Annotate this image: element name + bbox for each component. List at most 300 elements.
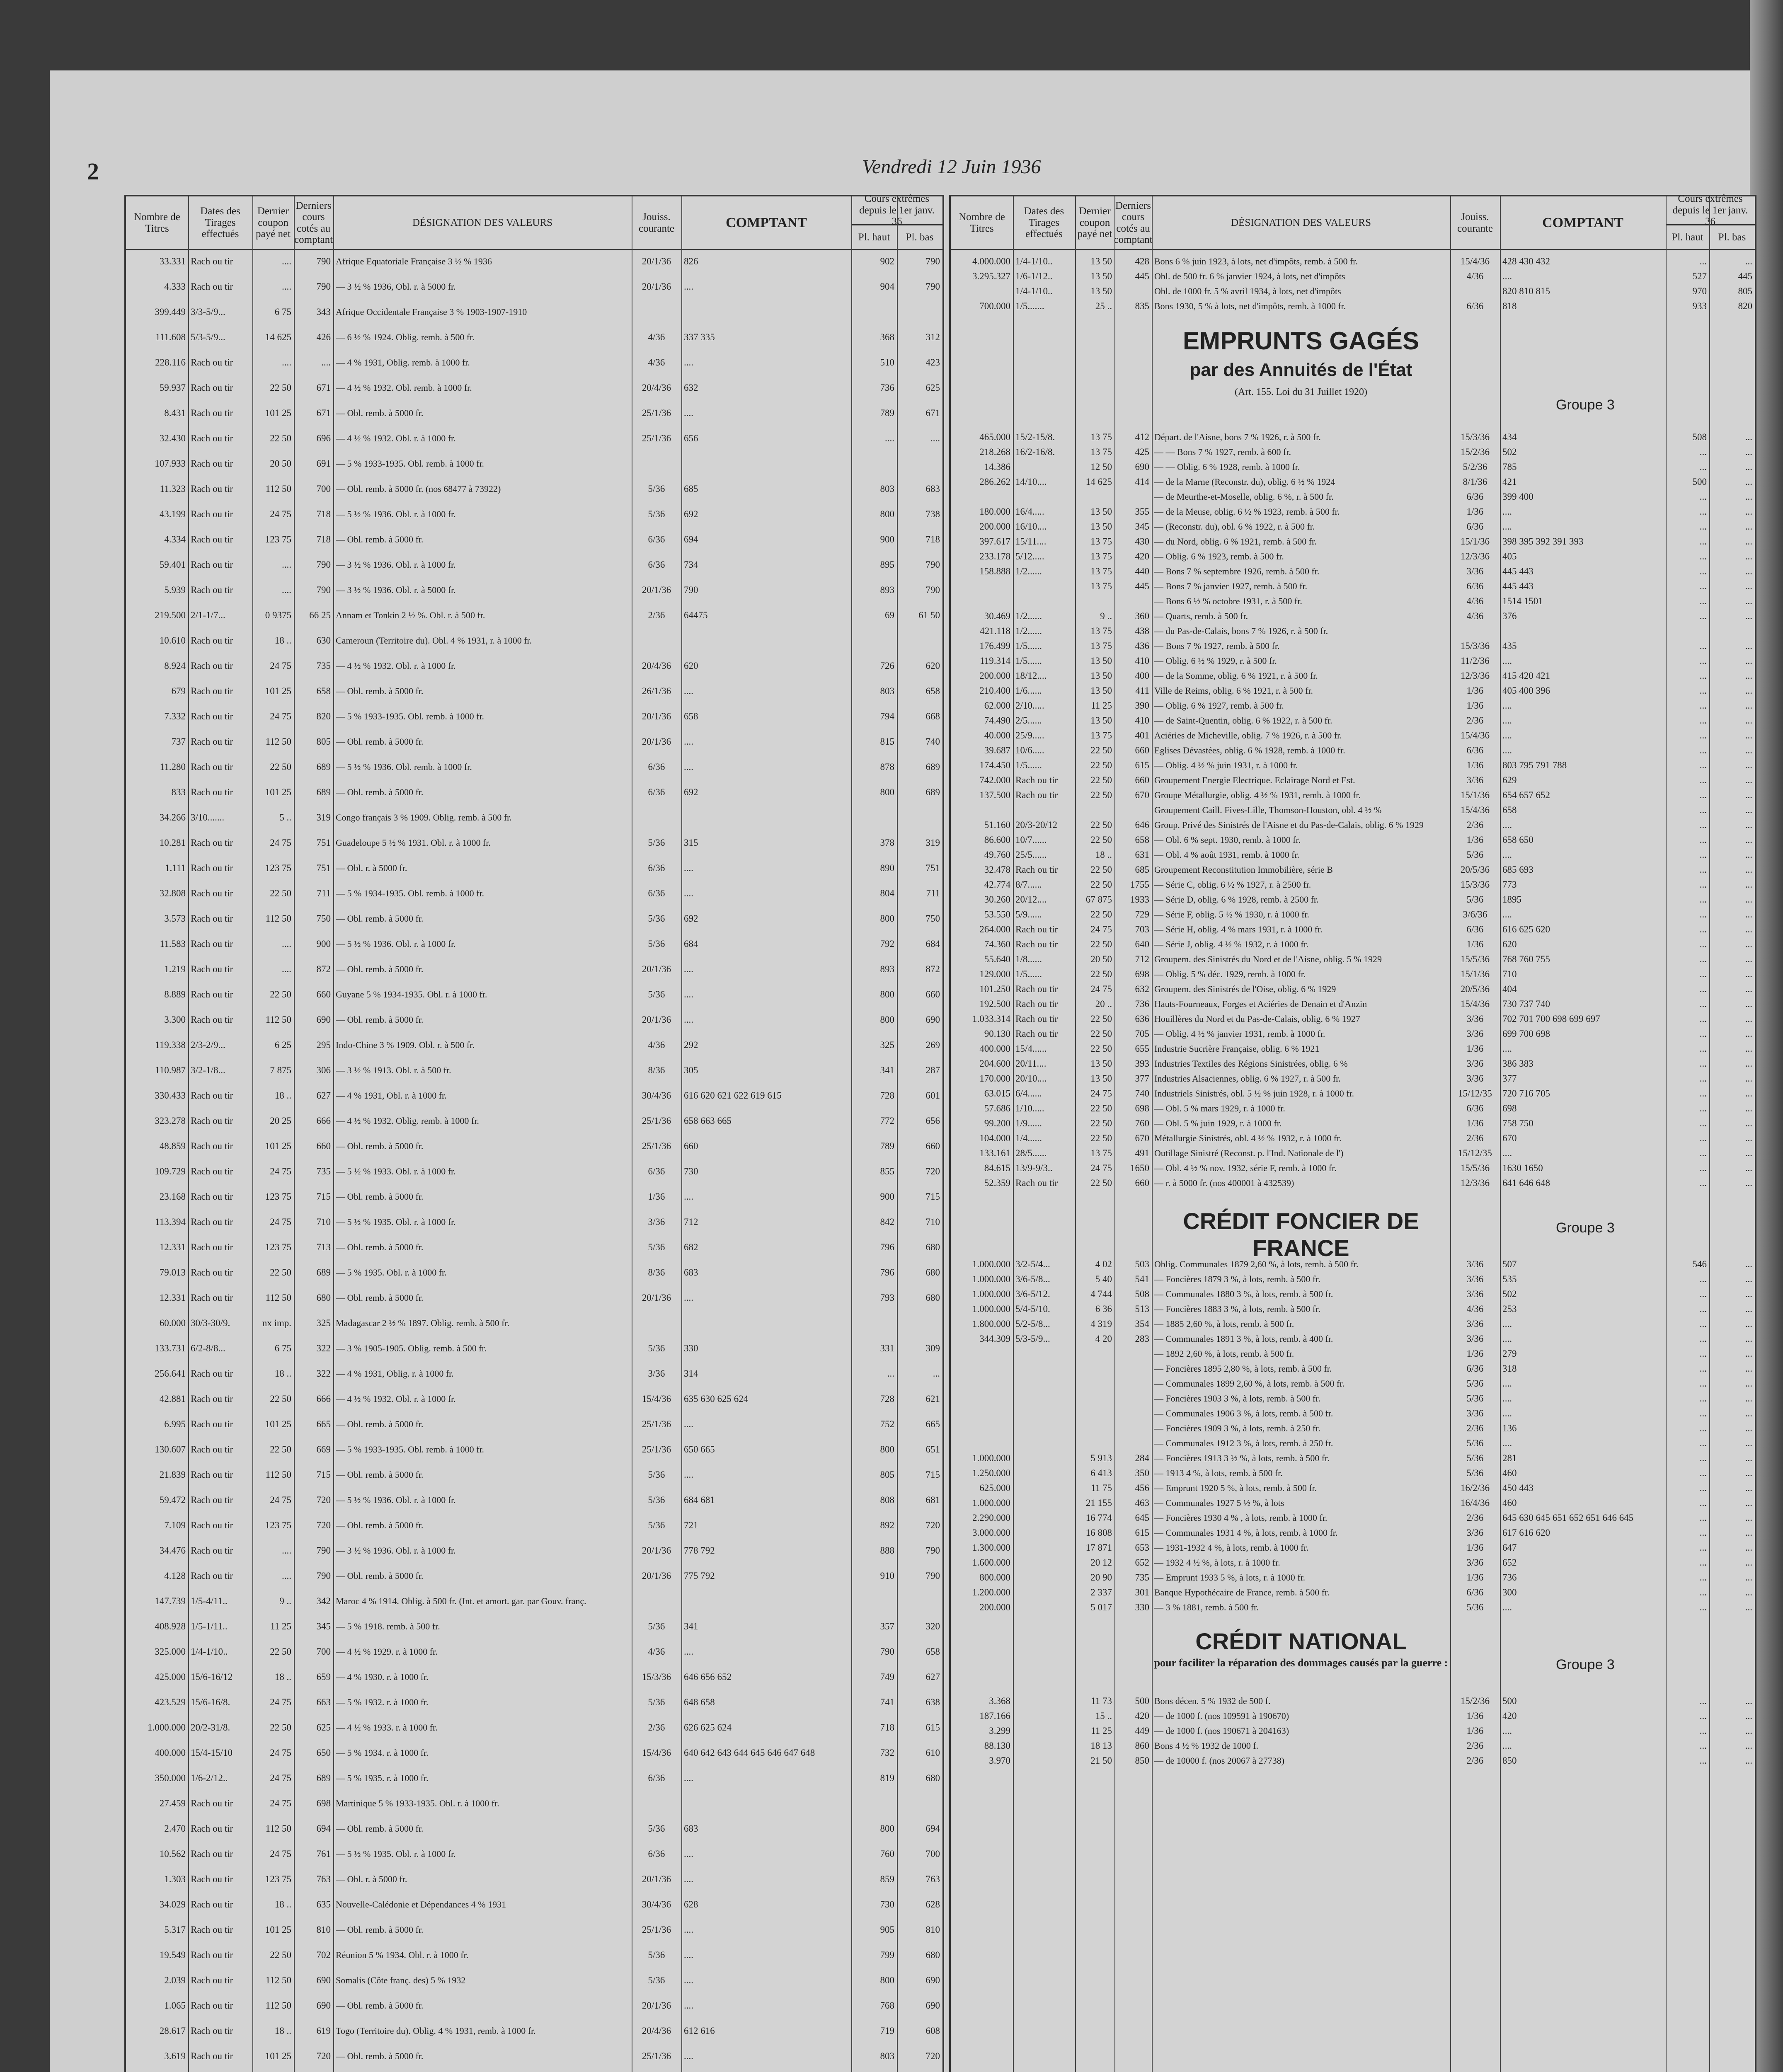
- left-coupon: 18 ..: [274, 1899, 291, 1910]
- left-comptant: ....: [684, 1975, 693, 1985]
- left-pl-haut: 69: [885, 610, 894, 620]
- left-coupon: 101 25: [265, 1419, 291, 1429]
- bons-dernier-cours: 445: [1135, 271, 1149, 281]
- foncier-nombre: 1.000.000: [972, 1274, 1010, 1284]
- foncier-nombre: 1.250.000: [972, 1468, 1010, 1478]
- groupement-pl-bas: ...: [1745, 820, 1752, 830]
- emprunts-designation: Eglises Dévastées, oblig. 6 % 1928, remb. à 1000 fr.: [1154, 745, 1345, 755]
- emprunts-pl-bas: ...: [1745, 790, 1752, 800]
- col-header-cours-extremes: Cours extrêmes depuis le 1er janv. 36: [851, 196, 942, 225]
- emprunts-pl-haut: ...: [1699, 521, 1707, 532]
- foncier-pl-bas: ...: [1745, 1498, 1752, 1508]
- left-dernier-cours: 718: [316, 534, 331, 545]
- emprunts-pl-bas: ...: [1745, 521, 1752, 532]
- left-comptant: 658: [684, 711, 698, 721]
- left-pl-haut: 794: [880, 711, 894, 721]
- col-header-coupon: Dernier coupon payé net: [252, 196, 294, 250]
- emprunts-designation: — de Saint-Quentin, oblig. 6 % 1922, r. à 500 fr.: [1154, 715, 1332, 726]
- foncier-pl-bas: ...: [1745, 1483, 1752, 1493]
- left-pl-bas: ....: [930, 433, 940, 443]
- left-designation: — 5 % 1935. r. à 1000 fr.: [336, 1773, 429, 1783]
- foncier-pl-bas: ...: [1745, 1378, 1752, 1389]
- groupement-pl-haut: ...: [1699, 864, 1707, 875]
- left-pl-haut: 790: [880, 1646, 894, 1657]
- left-dates: Rach ou tir: [191, 1419, 233, 1429]
- emprunts-comptant: 399 400: [1502, 491, 1533, 502]
- left-dernier-cours: 660: [316, 989, 331, 1000]
- left-pl-haut: 800: [880, 509, 894, 519]
- left-pl-haut: 800: [880, 787, 894, 797]
- groupement-pl-bas: ...: [1745, 909, 1752, 920]
- left-pl-bas: 681: [925, 1495, 940, 1505]
- groupement-jouissance: 20/5/36: [1460, 864, 1490, 875]
- emprunts-designation: — de la Marne (Reconstr. du), oblig. 6 ½ % 1924: [1154, 477, 1335, 487]
- groupement-designation: — Série H, oblig. 4 % mars 1931, r. à 1000 fr.: [1154, 924, 1323, 934]
- left-jouissance: 3/36: [648, 1368, 665, 1379]
- groupement-designation: Industries Textiles des Régions Sinistrées, oblig. 6 %: [1154, 1058, 1348, 1069]
- left-designation: — 5 % 1933-1935. Obl. remb. à 1000 fr.: [336, 458, 485, 469]
- groupement-comptant: 702 701 700 698 699 697: [1502, 1014, 1600, 1024]
- foncier-jouissance: 1/36: [1466, 1572, 1484, 1583]
- emprunts-designation: — Oblig. 6 % 1927, remb. à 500 fr.: [1154, 700, 1284, 711]
- left-designation: Guadeloupe 5 ½ % 1931. Obl. r. à 1000 fr.: [336, 838, 491, 848]
- emprunts-comptant: 1514 1501: [1502, 596, 1543, 606]
- left-pl-bas: 671: [925, 408, 940, 418]
- groupement-dates: 10/7......: [1015, 835, 1047, 845]
- foncier-dates: 3/2-5/4...: [1015, 1259, 1050, 1269]
- left-pl-haut: 793: [880, 1293, 894, 1303]
- foncier-designation: — Emprunt 1920 5 %, à lots, remb. à 500 fr.: [1154, 1483, 1317, 1493]
- national-pl-bas: ...: [1745, 1755, 1752, 1766]
- left-comptant: ....: [684, 1469, 693, 1480]
- groupement-jouissance: 3/6/36: [1463, 909, 1487, 920]
- emprunts-dates: 1/5......: [1015, 656, 1042, 666]
- left-dates: 1/5-1/11..: [191, 1621, 228, 1631]
- emprunts-pl-bas: ...: [1745, 536, 1752, 547]
- left-dates: Rach ou tir: [191, 1166, 233, 1176]
- groupement-pl-bas: ...: [1745, 1163, 1752, 1173]
- national-designation: — de 1000 f. (nos 109591 à 190670): [1154, 1711, 1289, 1721]
- left-pl-haut: 799: [880, 1950, 894, 1960]
- left-coupon: 20 25: [270, 1116, 291, 1126]
- national-row: [951, 1724, 1755, 1739]
- national-jouissance: 15/2/36: [1460, 1696, 1490, 1706]
- left-pl-haut: 842: [880, 1217, 894, 1227]
- left-pl-bas: 680: [925, 1773, 940, 1783]
- left-row: [126, 1164, 942, 1190]
- foncier-dernier-cours: 653: [1135, 1542, 1149, 1553]
- emprunts-comptant: 435: [1502, 641, 1517, 651]
- foncier-dernier-cours: 503: [1135, 1259, 1149, 1269]
- left-comptant: 826: [684, 256, 698, 266]
- left-nombre: 1.111: [165, 863, 186, 873]
- left-comptant: 694: [684, 534, 698, 545]
- left-dernier-cours: 659: [316, 1672, 331, 1682]
- foncier-coupon: 4 744: [1090, 1289, 1112, 1299]
- foncier-jouissance: 3/36: [1466, 1289, 1484, 1299]
- left-dates: 6/2-8/8...: [191, 1343, 225, 1353]
- groupement-pl-bas: ...: [1745, 1073, 1752, 1084]
- left-dernier-cours: 625: [316, 1722, 331, 1733]
- left-dernier-cours: 627: [316, 1090, 331, 1101]
- groupement-row: [951, 937, 1755, 952]
- left-designation: — 5 ½ % 1933. Obl. r. à 1000 fr.: [336, 1166, 456, 1176]
- left-pl-haut: 902: [880, 256, 894, 266]
- bons-dates: 1/4-1/10..: [1015, 286, 1053, 296]
- bons-designation: Bons 1930, 5 % à lots, net d'impôts, remb. à 1000 fr.: [1154, 301, 1346, 311]
- groupement-coupon: 22 50: [1090, 1043, 1112, 1054]
- groupement-coupon: 67 875: [1085, 894, 1112, 905]
- credit-foncier-group: Groupe 3: [1556, 1220, 1615, 1236]
- emprunts-nombre: 286.262: [979, 477, 1010, 487]
- groupement-pl-haut: ...: [1699, 924, 1707, 934]
- emprunts-designation: — Quarts, remb. à 500 fr.: [1154, 611, 1248, 621]
- foncier-jouissance: 3/36: [1466, 1557, 1484, 1568]
- left-comptant: 660: [684, 1141, 698, 1151]
- left-dernier-cours: 658: [316, 686, 331, 696]
- foncier-pl-haut: ...: [1699, 1304, 1707, 1314]
- bons-dernier-cours: 835: [1135, 301, 1149, 311]
- left-row: [126, 280, 942, 305]
- groupement-pl-haut: ...: [1699, 1088, 1707, 1099]
- groupement-row: [951, 982, 1755, 997]
- left-pl-bas: 790: [925, 585, 940, 595]
- left-row: [126, 1341, 942, 1367]
- groupement-jouissance: 15/3/36: [1460, 879, 1490, 890]
- left-pl-haut: 789: [880, 1141, 894, 1151]
- left-nombre: 48.859: [159, 1141, 186, 1151]
- national-designation: — de 10000 f. (nos 20067 à 27738): [1154, 1755, 1285, 1766]
- left-pl-haut: 815: [880, 736, 894, 747]
- left-nombre: 399.449: [155, 307, 186, 317]
- emprunts-designation: — Bons 7 % 1927, remb. à 500 fr.: [1154, 641, 1280, 651]
- left-dates: 1/5-4/11..: [191, 1596, 228, 1606]
- left-coupon: 24 75: [270, 1495, 291, 1505]
- groupement-dernier-cours: 670: [1135, 1133, 1149, 1143]
- foncier-coupon: 4 20: [1095, 1334, 1112, 1344]
- left-pl-haut: 749: [880, 1672, 894, 1682]
- bons-jouissance: 4/36: [1466, 271, 1484, 281]
- col-header-nombre: Nombre de Titres: [126, 196, 188, 250]
- left-coupon: 123 75: [265, 1874, 291, 1884]
- left-designation: — 4 ½ % 1933. r. à 1000 fr.: [336, 1722, 438, 1733]
- foncier-comptant: 136: [1502, 1423, 1517, 1433]
- foncier-row: [951, 1600, 1755, 1615]
- left-comptant: 314: [684, 1368, 698, 1379]
- left-nombre: 3.573: [164, 913, 186, 924]
- left-pl-bas: ...: [933, 1368, 940, 1379]
- groupement-coupon: 22 50: [1090, 909, 1112, 920]
- left-comptant: ....: [684, 1849, 693, 1859]
- emprunts-coupon: 13 75: [1090, 730, 1112, 741]
- foncier-comptant: 502: [1502, 1289, 1517, 1299]
- left-dernier-cours: 820: [316, 711, 331, 721]
- national-nombre: 3.368: [989, 1696, 1010, 1706]
- left-designation: — Obl. remb. à 5000 fr.: [336, 2000, 424, 2011]
- groupement-jouissance: 15/1/36: [1460, 969, 1490, 979]
- foncier-jouissance: 1/36: [1466, 1348, 1484, 1359]
- left-dates: Rach ou tir: [191, 1116, 233, 1126]
- left-dernier-cours: 790: [316, 1545, 331, 1556]
- left-coupon: 22 50: [270, 762, 291, 772]
- bons-pl-haut: ...: [1699, 256, 1707, 266]
- left-dernier-cours: ....: [321, 357, 331, 368]
- emprunts-jouissance: 15/1/36: [1460, 536, 1490, 547]
- groupement-coupon: 24 75: [1090, 924, 1112, 934]
- left-coupon: 112 50: [265, 1014, 291, 1025]
- groupement-designation: Hauts-Fourneaux, Forges et Aciéries de Denain et d'Anzin: [1154, 999, 1367, 1009]
- emprunts-dernier-cours: 615: [1135, 760, 1149, 770]
- left-pl-haut: 768: [880, 2000, 894, 2011]
- groupement-row: [951, 878, 1755, 893]
- groupement-pl-bas: ...: [1745, 999, 1752, 1009]
- emprunts-pl-haut: ...: [1699, 775, 1707, 785]
- left-dernier-cours: 660: [316, 1141, 331, 1151]
- groupement-nombre: 84.615: [984, 1163, 1010, 1173]
- left-nombre: 60.000: [159, 1318, 186, 1328]
- foncier-comptant: 450 443: [1502, 1483, 1533, 1493]
- left-comptant: ....: [684, 1874, 693, 1884]
- groupement-nombre: 1.033.314: [972, 1014, 1010, 1024]
- groupement-dernier-cours: 698: [1135, 969, 1149, 979]
- groupement-row: [951, 1057, 1755, 1072]
- groupement-dernier-cours: 729: [1135, 909, 1149, 920]
- foncier-pl-haut: ...: [1699, 1527, 1707, 1538]
- left-dernier-cours: 810: [316, 1924, 331, 1935]
- emprunts-pl-haut: ...: [1699, 611, 1707, 621]
- foncier-jouissance: 3/36: [1466, 1334, 1484, 1344]
- emprunts-pl-bas: ...: [1745, 730, 1752, 741]
- emprunts-row: [951, 669, 1755, 684]
- left-nombre: 5.317: [164, 1924, 186, 1935]
- left-coupon: 101 25: [265, 1924, 291, 1935]
- left-designation: — 5 ½ % 1936. Obl. remb. à 1000 fr.: [336, 762, 472, 772]
- emprunts-dernier-cours: 690: [1135, 462, 1149, 472]
- national-pl-bas: ...: [1745, 1726, 1752, 1736]
- groupement-pl-haut: ...: [1699, 1014, 1707, 1024]
- groupement-designation: — Série F, oblig. 5 ½ % 1930, r. à 1000 fr.: [1154, 909, 1310, 920]
- groupement-designation: — Série C, oblig. 6 ½ % 1927, r. à 2500 fr.: [1154, 879, 1311, 890]
- left-pl-bas: 720: [925, 2051, 940, 2061]
- left-coupon: 112 50: [265, 736, 291, 747]
- left-coupon: ....: [282, 1571, 291, 1581]
- left-jouissance: 20/1/36: [642, 1571, 671, 1581]
- groupement-designation: Groupem. des Sinistrés de l'Oise, oblig. 6 % 1929: [1154, 984, 1336, 994]
- left-jouissance: 5/36: [648, 1242, 665, 1252]
- left-row: [126, 1721, 942, 1746]
- foncier-coupon: 11 75: [1091, 1483, 1112, 1493]
- emprunts-coupon: 22 50: [1090, 745, 1112, 755]
- left-jouissance: 20/1/36: [642, 1874, 671, 1884]
- groupement-pl-haut: ...: [1699, 879, 1707, 890]
- left-pl-haut: 760: [880, 1849, 894, 1859]
- emprunts-nombre: 218.268: [979, 447, 1010, 457]
- foncier-comptant: 736: [1502, 1572, 1517, 1583]
- left-dernier-cours: 710: [316, 1217, 331, 1227]
- emprunts-coupon: 13 75: [1090, 641, 1112, 651]
- groupement-jouissance: 1/36: [1466, 1118, 1484, 1128]
- groupement-pl-haut: ...: [1699, 850, 1707, 860]
- emprunts-nombre: 14.386: [984, 462, 1010, 472]
- foncier-pl-haut: ...: [1699, 1334, 1707, 1344]
- left-comptant: 658 663 665: [684, 1116, 732, 1126]
- left-coupon: 0 9375: [265, 610, 291, 620]
- left-coupon: ....: [282, 1545, 291, 1556]
- left-dernier-cours: 635: [316, 1899, 331, 1910]
- groupement-nombre: 264.000: [979, 924, 1010, 934]
- left-dernier-cours: 669: [316, 1444, 331, 1455]
- foncier-row: [951, 1421, 1755, 1436]
- left-dates: Rach ou tir: [191, 1444, 233, 1455]
- left-coupon: 101 25: [265, 787, 291, 797]
- emprunts-dates: 1/2......: [1015, 611, 1042, 621]
- emprunts-pl-haut: ...: [1699, 685, 1707, 696]
- left-jouissance: 20/1/36: [642, 281, 671, 292]
- foncier-designation: — Communales 1931 4 %, à lots, remb. à 1000 fr.: [1154, 1527, 1338, 1538]
- foncier-designation: — Communales 1927 5 ½ %, à lots: [1154, 1498, 1284, 1508]
- left-row: [126, 1872, 942, 1898]
- emprunts-dernier-cours: 390: [1135, 700, 1149, 711]
- left-pl-haut: 800: [880, 1823, 894, 1834]
- groupement-designation: Outillage Sinistré (Reconst. p. l'Ind. Nationale de l'): [1154, 1148, 1344, 1158]
- left-nombre: 400.000: [155, 1748, 186, 1758]
- left-comptant: ....: [684, 1646, 693, 1657]
- left-designation: Somalis (Côte franç. des) 5 % 1932: [336, 1975, 466, 1985]
- bons-coupon: 13 50: [1090, 286, 1112, 296]
- left-dernier-cours: 345: [316, 1621, 331, 1631]
- right-quotation-table: [949, 195, 1756, 2072]
- left-row: [126, 1038, 942, 1063]
- foncier-dernier-cours: 652: [1135, 1557, 1149, 1568]
- left-row: [126, 634, 942, 659]
- left-pl-haut: 752: [880, 1419, 894, 1429]
- bons-pl-haut: 970: [1692, 286, 1707, 296]
- left-jouissance: 25/1/36: [642, 2051, 671, 2061]
- left-dates: Rach ou tir: [191, 863, 233, 873]
- left-designation: Maroc 4 % 1914. Oblig. à 500 fr. (Int. et amort. gar. par Gouv. franç.: [336, 1596, 586, 1606]
- groupement-nombre: 30.260: [984, 894, 1010, 905]
- left-pl-haut: 718: [880, 1722, 894, 1733]
- left-jouissance: 20/1/36: [642, 2000, 671, 2011]
- left-comptant: 650 665: [684, 1444, 715, 1455]
- foncier-nombre: 1.000.000: [972, 1453, 1010, 1463]
- groupement-row: [951, 863, 1755, 878]
- left-coupon: 101 25: [265, 1141, 291, 1151]
- left-comptant: 635 630 625 624: [684, 1394, 749, 1404]
- groupement-pl-haut: ...: [1699, 1058, 1707, 1069]
- foncier-designation: — 1932 4 ½ %, à lots, r. à 1000 fr.: [1154, 1557, 1280, 1568]
- groupement-dates: 13/9-9/3..: [1015, 1163, 1053, 1173]
- left-coupon: 24 75: [270, 1849, 291, 1859]
- left-dates: Rach ou tir: [191, 635, 233, 646]
- emprunts-jouissance: 15/2/36: [1460, 447, 1490, 457]
- groupement-pl-haut: ...: [1699, 1103, 1707, 1113]
- left-row: [126, 1948, 942, 1973]
- groupement-coupon: 22 50: [1090, 879, 1112, 890]
- bons-dernier-cours: 428: [1135, 256, 1149, 266]
- left-designation: — 3 ½ % 1913. Obl. r. à 500 fr.: [336, 1065, 451, 1075]
- left-nombre: 4.334: [164, 534, 186, 545]
- emprunts-comptant: 658: [1502, 805, 1517, 815]
- emprunts-pl-bas: ...: [1745, 611, 1752, 621]
- emprunts-jouissance: 6/36: [1466, 491, 1484, 502]
- left-dernier-cours: 689: [316, 1267, 331, 1278]
- left-pl-haut: 728: [880, 1090, 894, 1101]
- national-row: [951, 1694, 1755, 1709]
- left-coupon: ....: [282, 559, 291, 570]
- left-row: [126, 381, 942, 406]
- left-comptant: 626 625 624: [684, 1722, 732, 1733]
- foncier-row: [951, 1302, 1755, 1317]
- left-comptant: ....: [684, 408, 693, 418]
- groupement-designation: — Obl. 5 % juin 1929, r. à 1000 fr.: [1154, 1118, 1282, 1128]
- left-pl-bas: 625: [925, 382, 940, 393]
- groupement-pl-bas: ...: [1745, 969, 1752, 979]
- groupement-pl-bas: ...: [1745, 939, 1752, 949]
- emprunts-dernier-cours: 410: [1135, 656, 1149, 666]
- foncier-pl-haut: ...: [1699, 1468, 1707, 1478]
- groupement-comptant: 386 383: [1502, 1058, 1533, 1069]
- left-comptant: ....: [684, 1773, 693, 1783]
- groupement-dates: 1/10.....: [1015, 1103, 1044, 1113]
- left-dates: Rach ou tir: [191, 433, 233, 443]
- emprunts-dernier-cours: 400: [1135, 670, 1149, 681]
- groupement-coupon: 22 50: [1090, 939, 1112, 949]
- left-row: [126, 1898, 942, 1923]
- foncier-designation: — Communales 1899 2,60 %, à lots, remb. à 500 fr.: [1154, 1378, 1345, 1389]
- left-pl-haut: 804: [880, 888, 894, 898]
- left-row: [126, 1063, 942, 1089]
- left-comptant: 683: [684, 1823, 698, 1834]
- left-dates: Rach ou tir: [191, 484, 233, 494]
- groupement-designation: — Obl. 4 % août 1931, remb. à 1000 fr.: [1154, 850, 1300, 860]
- groupement-dates: 6/4......: [1015, 1088, 1042, 1099]
- foncier-pl-bas: ...: [1745, 1304, 1752, 1314]
- left-jouissance: 20/1/36: [642, 711, 671, 721]
- left-pl-haut: 888: [880, 1545, 894, 1556]
- left-jouissance: 20/1/36: [642, 964, 671, 974]
- foncier-pl-haut: ...: [1699, 1513, 1707, 1523]
- emprunts-pl-bas: ...: [1745, 805, 1752, 815]
- left-nombre: 10.281: [159, 838, 186, 848]
- left-dernier-cours: 790: [316, 585, 331, 595]
- groupement-dernier-cours: 377: [1135, 1073, 1149, 1084]
- left-nombre: 109.729: [155, 1166, 186, 1176]
- groupement-dernier-cours: 646: [1135, 820, 1149, 830]
- left-row: [126, 1139, 942, 1164]
- foncier-dates: 5/3-5/9...: [1015, 1334, 1050, 1344]
- groupement-coupon: 22 50: [1090, 1118, 1112, 1128]
- left-dates: Rach ou tir: [191, 762, 233, 772]
- groupement-pl-haut: ...: [1699, 999, 1707, 1009]
- foncier-row: [951, 1481, 1755, 1496]
- left-coupon: 24 75: [270, 1166, 291, 1176]
- emprunts-pl-bas: ...: [1745, 656, 1752, 666]
- national-jouissance: 2/36: [1466, 1755, 1484, 1766]
- left-pl-haut: 719: [880, 2026, 894, 2036]
- left-row: [126, 1392, 942, 1417]
- groupement-designation: Group. Privé des Sinistrés de l'Aisne et du Pas-de-Calais, oblig. 6 % 1929: [1154, 820, 1424, 830]
- foncier-row: [951, 1377, 1755, 1392]
- emprunts-pl-bas: ...: [1745, 685, 1752, 696]
- emprunts-nombre: 465.000: [979, 432, 1010, 442]
- emprunts-dernier-cours: 345: [1135, 521, 1149, 532]
- groupement-dates: 1/9......: [1015, 1118, 1042, 1128]
- left-coupon: 101 25: [265, 408, 291, 418]
- left-designation: — 5 % 1933-1935. Obl. remb. à 1000 fr.: [336, 1444, 485, 1455]
- foncier-comptant: 507: [1502, 1259, 1517, 1269]
- groupement-designation: — Obl. 4 ½ % nov. 1932, série F, remb. à 1000 fr.: [1154, 1163, 1337, 1173]
